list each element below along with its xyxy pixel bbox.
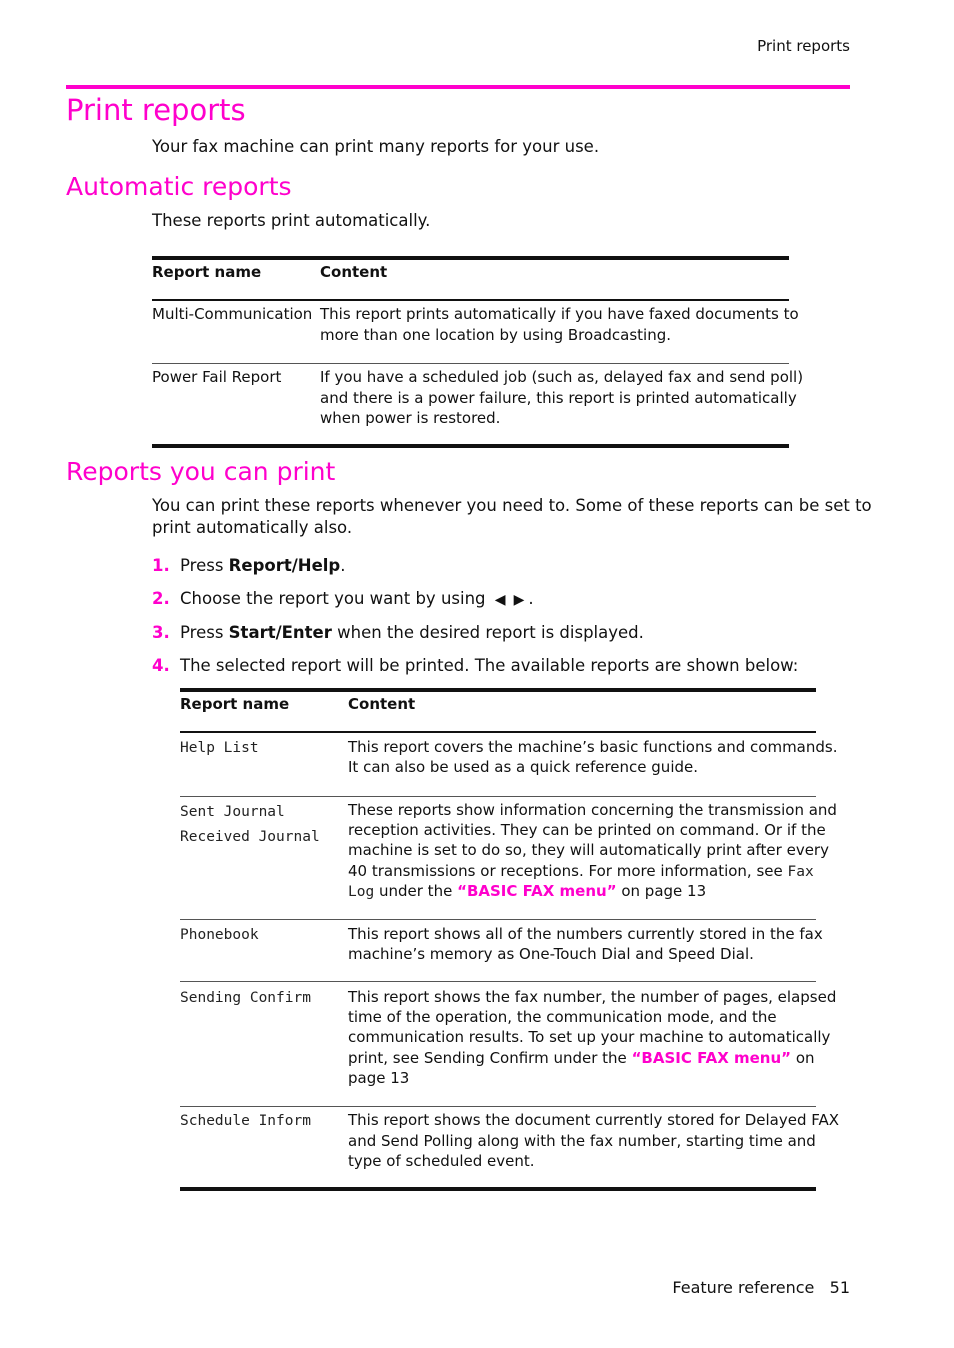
header-rule bbox=[180, 731, 816, 733]
report-content-line bbox=[348, 881, 706, 903]
report-content-line: If you have a scheduled job (such as, delayed fax and send poll) bbox=[320, 368, 804, 386]
content-text: under the bbox=[378, 882, 453, 900]
header-rule bbox=[152, 299, 789, 301]
automatic-reports-intro: These reports print automatically. bbox=[152, 211, 431, 230]
report-content-line: machine’s memory as One-Touch Dial and Speed Dial. bbox=[348, 945, 754, 963]
step-text: The selected report will be printed. The available reports are shown below: bbox=[180, 656, 799, 675]
row-divider bbox=[180, 981, 816, 982]
page-intro: Your fax machine can print many reports for your use. bbox=[152, 137, 600, 156]
report-content-line: This report covers the machine’s basic functions and commands. bbox=[348, 738, 838, 756]
report-content-line: and there is a power failure, this report is printed automatically bbox=[320, 389, 797, 407]
report-content-line: type of scheduled event. bbox=[348, 1152, 535, 1170]
footer-section: Feature reference bbox=[672, 1278, 815, 1297]
report-content-line: and Send Polling along with the fax number, starting time and bbox=[348, 1132, 816, 1150]
step-text-pre: Choose the report you want by using bbox=[180, 589, 486, 608]
content-text: on page 13 bbox=[621, 882, 707, 900]
page-footer bbox=[672, 1278, 850, 1297]
report-name: Phonebook bbox=[180, 927, 259, 943]
report-name: Schedule Inform bbox=[180, 1113, 311, 1129]
column-header-content: Content bbox=[320, 263, 388, 281]
content-text: print, see Sending Confirm under the bbox=[348, 1049, 627, 1067]
automatic-reports-heading: Automatic reports bbox=[66, 172, 292, 201]
report-content-line: This report shows all of the numbers currently stored in the fax bbox=[348, 925, 823, 943]
step-number: 4. bbox=[152, 656, 170, 675]
triangle-left-icon: ◀ bbox=[494, 592, 506, 608]
report-help-key: Report/Help bbox=[228, 556, 341, 575]
step-text bbox=[180, 556, 345, 575]
fax-log-code: Fax bbox=[787, 864, 814, 880]
column-header-content: Content bbox=[348, 695, 416, 713]
start-enter-key: Start/Enter bbox=[228, 623, 332, 642]
row-divider bbox=[180, 919, 816, 920]
report-content-line bbox=[348, 1048, 815, 1069]
table-bottom-rule bbox=[180, 1187, 816, 1191]
step-text-post: . bbox=[340, 556, 346, 575]
table-top-rule bbox=[180, 688, 816, 692]
basic-fax-menu-link[interactable]: “BASIC FAX menu” bbox=[631, 1049, 792, 1067]
report-content-line bbox=[348, 861, 814, 883]
report-content-line: communication results. To set up your machine to automatically bbox=[348, 1028, 831, 1046]
report-name: Multi-Communication bbox=[152, 305, 313, 323]
report-content-line: This report shows the document currently stored for Delayed FAX bbox=[348, 1111, 840, 1129]
step-number: 3. bbox=[152, 623, 170, 642]
report-content-line: more than one location by using Broadcasting. bbox=[320, 326, 672, 344]
report-name: Sent Journal bbox=[180, 804, 285, 820]
row-divider bbox=[180, 796, 816, 797]
report-content-line: machine is set to do so, they will automatically print after every bbox=[348, 841, 829, 859]
step-text-pre: Press bbox=[180, 623, 229, 642]
page-title: Print reports bbox=[66, 93, 246, 127]
report-name: Help List bbox=[180, 740, 259, 756]
report-content-line: This report prints automatically if you have faxed documents to bbox=[320, 305, 799, 323]
report-content-line: time of the operation, the communication mode, and the bbox=[348, 1008, 777, 1026]
column-header-report-name: Report name bbox=[152, 263, 262, 281]
page-number: 51 bbox=[829, 1278, 850, 1297]
report-content-line: It can also be used as a quick reference guide. bbox=[348, 758, 699, 776]
print-intro-line: You can print these reports whenever you need to. Some of these reports can be set to bbox=[152, 496, 872, 515]
report-content-line: page 13 bbox=[348, 1069, 410, 1087]
reports-you-can-print-heading: Reports you can print bbox=[66, 457, 336, 486]
table-bottom-rule bbox=[152, 444, 789, 448]
print-intro-line: print automatically also. bbox=[152, 518, 353, 537]
report-content-line: These reports show information concerning the transmission and bbox=[348, 801, 837, 819]
report-name: Power Fail Report bbox=[152, 368, 282, 386]
column-header-report-name: Report name bbox=[180, 695, 290, 713]
running-head: Print reports bbox=[757, 37, 850, 55]
fax-log-code: Log bbox=[348, 884, 375, 900]
title-rule bbox=[66, 85, 850, 89]
report-content-line: reception activities. They can be printed on command. Or if the bbox=[348, 821, 826, 839]
report-name: Sending Confirm bbox=[180, 990, 311, 1006]
row-divider bbox=[152, 363, 789, 364]
step-text-pre: Press bbox=[180, 556, 229, 575]
step-text-post: . bbox=[528, 589, 534, 608]
content-text: 40 transmissions or receptions. For more information, see bbox=[348, 862, 783, 880]
step-text bbox=[180, 623, 644, 642]
report-name: Received Journal bbox=[180, 829, 320, 845]
step-number: 2. bbox=[152, 589, 170, 608]
report-content-line: when power is restored. bbox=[320, 409, 501, 427]
step-text-post: when the desired report is displayed. bbox=[331, 623, 644, 642]
basic-fax-menu-link[interactable]: “BASIC FAX menu” bbox=[457, 882, 617, 900]
content-text: on bbox=[795, 1049, 815, 1067]
report-content-line: This report shows the fax number, the number of pages, elapsed bbox=[348, 988, 837, 1006]
table-top-rule bbox=[152, 256, 789, 260]
triangle-right-icon: ▶ bbox=[513, 592, 525, 608]
step-text bbox=[180, 589, 534, 608]
step-number: 1. bbox=[152, 556, 170, 575]
row-divider bbox=[180, 1106, 816, 1107]
